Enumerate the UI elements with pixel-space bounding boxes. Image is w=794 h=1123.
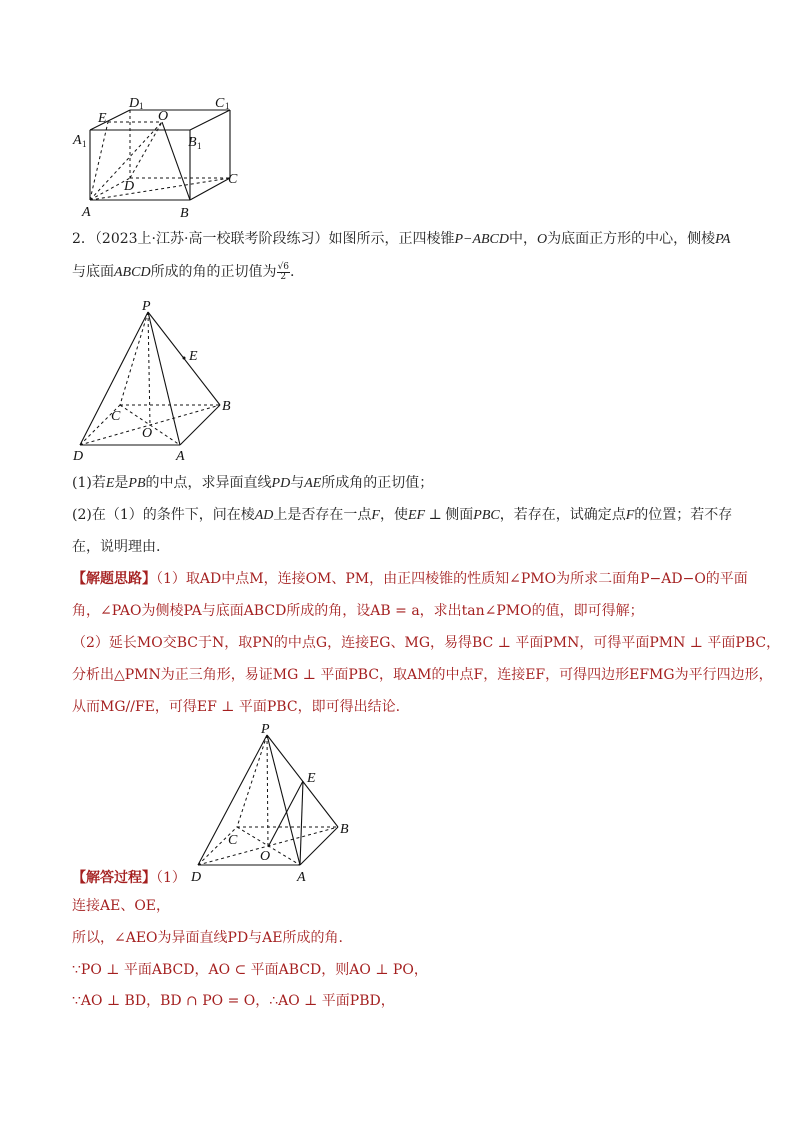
solution-tag: 【解答过程】 [72, 870, 156, 886]
q2-text: ，使 [379, 507, 408, 523]
problem-number: 2． [72, 231, 95, 247]
label-A1-sub: 1 [82, 139, 87, 149]
label-A1: A [73, 133, 82, 148]
q2-math: EF ⊥ [407, 508, 446, 523]
figure-pyramid-2 [190, 720, 360, 885]
fraction [277, 263, 290, 282]
pyramid-name: P−ABCD [454, 232, 510, 247]
solution-line-1: 连接AE、OE， [72, 898, 171, 914]
label-A: A [176, 449, 185, 464]
problem-line-2 [72, 262, 732, 283]
problem-text: 为底面正方形的中心，侧棱 [547, 231, 716, 247]
label-B: B [222, 399, 231, 414]
q1-text: 与 [290, 475, 305, 491]
label-C: C [228, 172, 238, 187]
q2-text: (2)在（1）的条件下，问在棱 [72, 507, 255, 523]
fraction-denominator: 2 [280, 271, 287, 282]
label-C1: C [215, 96, 225, 111]
problem-text: 与底面 [72, 264, 114, 280]
label-B: B [180, 206, 189, 221]
solution-part: （1） [156, 870, 186, 886]
edge-PA: PA [715, 232, 731, 247]
label-O: O [142, 426, 153, 441]
question-2-line-2: 在，说明理由. [72, 539, 161, 555]
label-D: D [124, 179, 135, 194]
solution-line-2: 所以，∠AEO为异面直线PD与AE所成的角. [72, 930, 343, 946]
q1-text: 所成角的正切值； [321, 475, 434, 491]
problem-text: 如图所示，正四棱锥 [328, 231, 455, 247]
label-A: A [297, 870, 306, 885]
thinking-line-3: （2）延长MO交BC于N，取PN的中点G，连接EG、MG，易得BC ⊥ 平面PMN，可得平面PMN ⊥ 平面PBC， [72, 635, 781, 651]
label-P: P [261, 722, 270, 737]
q1-text: 是 [114, 475, 129, 491]
problem-text: . [290, 264, 295, 280]
q1-text: 的中点，求异面直线 [145, 475, 272, 491]
label-B1-sub: 1 [197, 141, 202, 151]
problem-text: 所成的角的正切值为 [150, 264, 277, 280]
problem-source: （2023上·江苏·高一校联考阶段练习） [94, 231, 329, 247]
thinking-line-4: 分析出△PMN为正三角形，易证MG ⊥ 平面PBC，取AM的中点F，连接EF，可得四边形EFMG为平行四边形， [72, 667, 773, 683]
label-D: D [191, 870, 202, 885]
thinking-line-5: 从而MG//FE，可得EF ⊥ 平面PBC，即可得出结论. [72, 699, 401, 715]
q2-text: ，若存在，试确定点 [499, 507, 626, 523]
thinking-line-1 [72, 569, 748, 589]
point-O: O [537, 232, 548, 247]
label-B: B [340, 822, 349, 837]
label-A: A [82, 205, 91, 220]
fraction-numerator: √6 [277, 261, 290, 272]
label-D1-sub: 1 [139, 101, 144, 111]
q2-text: 上是否存在一点 [273, 507, 372, 523]
q1-math: E [105, 476, 115, 491]
problem-text: 中， [509, 231, 538, 247]
problem-line-1 [72, 229, 732, 250]
figure-pyramid-1 [70, 295, 245, 470]
q2-math: AD [254, 508, 274, 523]
label-D1: D [129, 96, 140, 111]
label-C: C [228, 833, 238, 848]
q1-math: AE [304, 476, 322, 491]
label-E: E [98, 111, 107, 126]
label-E: E [307, 771, 316, 786]
thinking-line-2: 角，∠PAO为侧棱PA与底面ABCD所成的角，设AB = a，求出tan∠PMO的值，即可得解； [72, 603, 644, 619]
question-1 [72, 473, 732, 494]
q1-math: PB [128, 476, 146, 491]
label-O: O [260, 849, 271, 864]
label-C: C [111, 409, 121, 424]
figure-cuboid [70, 92, 250, 222]
q2-math: F [625, 508, 635, 523]
q1-math: PD [271, 476, 291, 491]
thinking-text-1: （1）取AD中点M，连接OM、PM，由正四棱锥的性质知∠PMO为所求二面角P−AD−O的平面 [156, 571, 748, 587]
label-E: E [189, 349, 198, 364]
label-B1: B [188, 135, 197, 150]
solution-line-3: ∵PO ⊥ 平面ABCD，AO ⊂ 平面ABCD，则AO ⊥ PO， [72, 962, 428, 978]
label-D: D [73, 449, 84, 464]
thinking-tag: 【解题思路】 [72, 571, 156, 587]
q2-math: PBC [473, 508, 500, 523]
q2-text: 侧面 [445, 507, 474, 523]
base-ABCD: ABCD [114, 265, 151, 280]
q2-text: 的位置；若不存 [634, 507, 733, 523]
q2-math: F [371, 508, 380, 523]
label-C1-sub: 1 [225, 101, 230, 111]
solution-header [72, 868, 732, 888]
label-O: O [158, 109, 169, 124]
question-2-line-1 [72, 505, 732, 526]
solution-line-4: ∵AO ⊥ BD，BD ∩ PO = O，∴AO ⊥ 平面PBD， [72, 993, 395, 1009]
q1-text: (1)若 [72, 475, 106, 491]
label-P: P [142, 299, 151, 314]
